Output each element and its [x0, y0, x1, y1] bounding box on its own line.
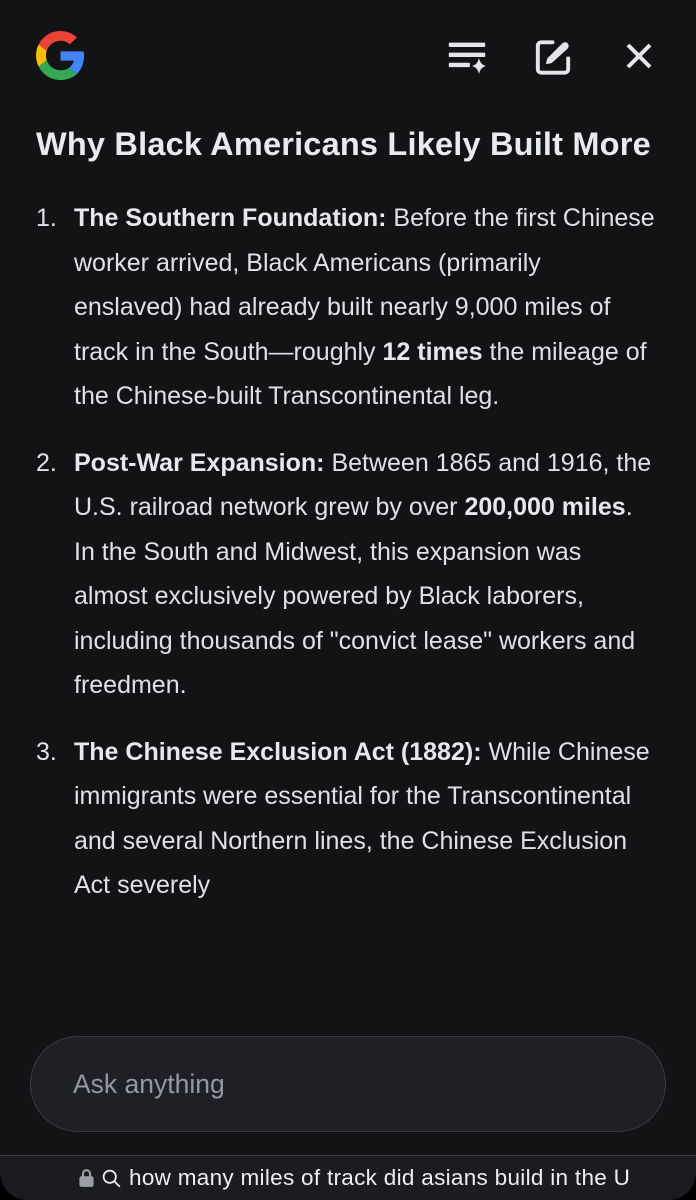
list-item-number: 3. — [36, 737, 57, 766]
browser-url-bar[interactable] — [0, 1155, 696, 1200]
header — [0, 0, 696, 112]
compose-edit-icon — [530, 33, 577, 80]
url-text-fade — [641, 1157, 696, 1200]
close-x-icon — [617, 34, 661, 78]
url-query-text: how many miles of track did asians build in the U — [129, 1165, 631, 1190]
summarize-sparkle-icon — [444, 33, 490, 79]
google-g-logo — [36, 31, 85, 80]
lock-icon — [78, 1168, 95, 1188]
list-item — [36, 730, 656, 908]
numbered-list — [36, 196, 656, 908]
list-item-number: 2. — [36, 448, 57, 477]
page-title: Why Black Americans Likely Built More — [36, 126, 651, 162]
summarize-button[interactable] — [443, 32, 491, 80]
list-item-text: The Chinese Exclusion Act (1882): While Chinese immigrants were essential for the Transcontinental and several Northern lines, the Chinese Exclusion Act severely — [74, 737, 650, 899]
answer-content — [0, 112, 696, 1013]
ask-anything-input[interactable] — [71, 1068, 625, 1101]
close-button[interactable] — [615, 32, 663, 80]
list-item-text: The Southern Foundation: Before the first Chinese worker arrived, Black Americans (primarily enslaved) had already built nearly 9,000 miles of track in the South—roughly 12 times the mileage of the Chinese-built Transcontinental leg. — [74, 204, 655, 410]
search-icon — [101, 1168, 122, 1189]
list-item — [36, 196, 656, 419]
list-item-text: Post-War Expansion: Between 1865 and 1916, the U.S. railroad network grew by over 200,000 miles. In the South and Midwest, this expansion was almost exclusively powered by Black laborers, including thousands of "convict lease" workers and freedmen. — [74, 448, 652, 699]
list-item-number: 1. — [36, 204, 57, 232]
ask-anything-pill[interactable] — [30, 1036, 666, 1132]
header-actions — [443, 0, 663, 112]
new-chat-button[interactable] — [529, 32, 577, 80]
list-item — [36, 441, 656, 708]
